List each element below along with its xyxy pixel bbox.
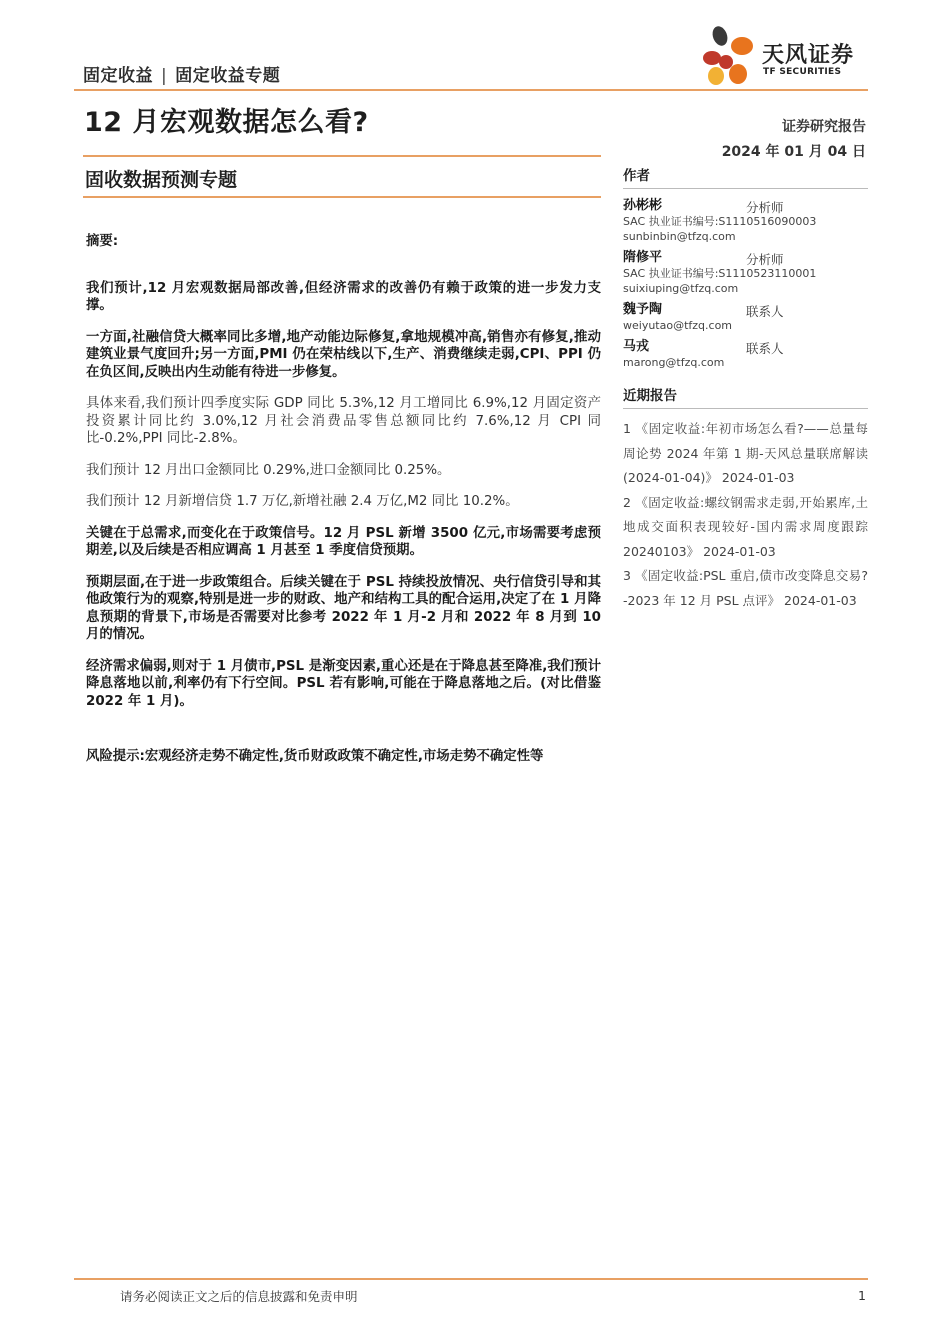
author-name: 马戎 <box>623 339 650 354</box>
abstract-paragraph: 具体来看,我们预计四季度实际 GDP 同比 5.3%,12 月工增同比 6.9%,12 月固定资产投资累计同比约 3.0%,12 月社会消费品零售总额同比约 7.6%,12 月 CPI 同比-0.2%,PPI 同比-2.8%。 <box>86 396 601 446</box>
author-name: 隋修平 <box>623 250 663 265</box>
category-label: 固定收益 <box>83 66 153 86</box>
author-entry <box>623 249 868 296</box>
recent-report-item[interactable]: 3 《固定收益:PSL 重启,债市改变降息交易?-2023 年 12 月 PSL 点评》 2024-01-03 <box>623 568 868 608</box>
author-role: 联系人 <box>746 304 784 319</box>
abstract-paragraph: 关键在于总需求,而变化在于政策信号。12 月 PSL 新增 3500 亿元,市场需要考虑预期差,以及后续是否相应调高 1 月甚至 1 季度信贷预期。 <box>86 525 601 558</box>
author-role: 联系人 <box>746 341 784 356</box>
recent-report-item[interactable]: 1 《固定收益:年初市场怎么看?——总量每周论势 2024 年第 1 期-天风总量联席解读(2024-01-04)》 2024-01-03 <box>623 421 868 485</box>
author-entry <box>623 197 868 244</box>
risk-warning: 风险提示:宏观经济走势不确定性,货币财政政策不确定性,市场走势不确定性等 <box>86 749 544 764</box>
report-category <box>83 61 280 86</box>
subtitle-top-rule <box>83 155 601 157</box>
footer-disclaimer: 请务必阅读正文之后的信息披露和免责申明 <box>120 1289 358 1304</box>
subtitle-bottom-rule <box>83 196 601 198</box>
author-email[interactable]: suixiuping@tfzq.com <box>623 282 739 295</box>
author-cert: SAC 执业证书编号:S1110516090003 <box>623 215 817 228</box>
sidebar <box>623 164 868 613</box>
abstract-paragraph: 我们预计,12 月宏观数据局部改善,但经济需求的改善仍有赖于政策的进一步发力支撑。 <box>86 280 601 313</box>
author-email[interactable]: marong@tfzq.com <box>623 356 725 369</box>
recent-reports-heading: 近期报告 <box>623 384 868 409</box>
abstract-paragraph: 我们预计 12 月新增信贷 1.7 万亿,新增社融 2.4 万亿,M2 同比 10.2%。 <box>86 494 519 509</box>
recent-report-item[interactable]: 2 《固定收益:螺纹钢需求走弱,开始累库,土地成交面积表现较好-国内需求周度跟踪 20240103》 2024-01-03 <box>623 494 868 559</box>
author-cert: SAC 执业证书编号:S1110523110001 <box>623 267 817 280</box>
abstract-paragraph: 我们预计 12 月出口金额同比 0.29%,进口金额同比 0.25%。 <box>86 462 451 478</box>
author-entry <box>623 338 868 370</box>
report-type: 证券研究报告 <box>782 119 866 135</box>
report-title: 12 月宏观数据怎么看? <box>84 107 369 138</box>
logo-flower-icon <box>700 24 762 88</box>
author-name: 魏予陶 <box>623 302 663 317</box>
author-role: 分析师 <box>746 252 784 267</box>
report-subtitle: 固收数据预测专题 <box>85 169 238 191</box>
subcategory-label: 固定收益专题 <box>175 66 281 86</box>
author-name: 孙彬彬 <box>623 198 663 213</box>
footer-divider <box>74 1278 868 1280</box>
abstract-paragraph: 预期层面,在于进一步政策组合。后续关键在于 PSL 持续投放情况、央行信贷引导和其他政策行为的观察,特别是进一步的财政、地产和结构工具的配合运用,决定了在 1 月降息预期的背景下,市场是否需要对比参考 2022 年 1 月-2 月和 2022 年 8 月到 10 月的情况。 <box>86 574 601 642</box>
author-email[interactable]: sunbinbin@tfzq.com <box>623 230 736 243</box>
logo-name-cn: 天风证券 <box>762 43 855 68</box>
abstract-paragraph: 经济需求偏弱,则对于 1 月债市,PSL 是渐变因素,重心还是在于降息甚至降准,我们预计降息落地以前,利率仍有下行空间。PSL 若有影响,可能在于降息落地之后。(对比借鉴 2022 年 1 月)。 <box>86 658 601 709</box>
page-number: 1 <box>858 1288 866 1303</box>
abstract-label: 摘要: <box>86 234 119 249</box>
abstract-section <box>86 204 601 780</box>
company-logo <box>700 24 870 88</box>
header-divider <box>74 89 868 91</box>
report-date: 2024 年 01 月 04 日 <box>721 144 866 160</box>
logo-name-en: TF SECURITIES <box>763 67 842 77</box>
author-email[interactable]: weiyutao@tfzq.com <box>623 319 733 332</box>
authors-heading: 作者 <box>623 164 868 189</box>
category-separator: | <box>161 66 168 86</box>
author-role: 分析师 <box>746 200 784 215</box>
abstract-paragraph: 一方面,社融信贷大概率同比多增,地产动能边际修复,拿地规模冲高,销售亦有修复,推动建筑业景气度回升;另一方面,PMI 仍在荣枯线以下,生产、消费继续走弱,CPI、PPI 仍在负区间,反映出内生动能有待进一步修复。 <box>86 329 601 380</box>
author-entry <box>623 301 868 333</box>
